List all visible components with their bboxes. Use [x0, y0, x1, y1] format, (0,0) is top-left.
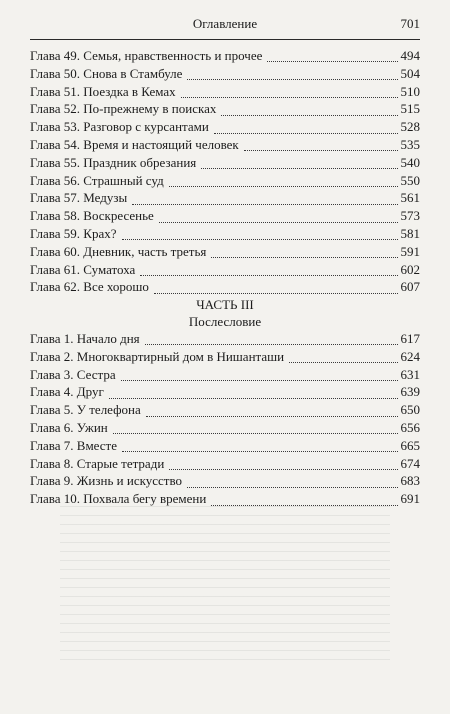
chapter-page-number: 510 — [400, 83, 420, 99]
toc-entry — [30, 154, 420, 172]
toc-entry — [30, 243, 420, 261]
chapter-title: Глава 58. Воскресенье — [30, 208, 154, 224]
chapter-page-number: 674 — [400, 455, 420, 471]
chapter-title: Глава 8. Старые тетради — [30, 455, 165, 471]
toc-entry — [30, 472, 420, 490]
chapter-page-number: 617 — [400, 331, 420, 346]
chapter-page-number: 639 — [400, 384, 420, 400]
dot-leader — [169, 459, 397, 470]
chapter-title: Глава 9. Жизнь и искусство — [30, 473, 182, 489]
dot-leader — [146, 406, 398, 417]
toc-entry — [30, 225, 420, 243]
chapter-title: Глава 10. Похвала бегу времени — [30, 491, 207, 507]
part-heading: ЧАСТЬ III — [196, 297, 254, 312]
chapter-title: Глава 4. Друг — [30, 384, 104, 400]
chapter-page-number: 535 — [400, 136, 420, 152]
header-rule — [30, 39, 420, 40]
toc-entry — [30, 47, 420, 65]
chapter-title: Глава 59. Крах? — [30, 225, 117, 241]
chapter-page-number: 561 — [400, 190, 420, 206]
toc-entry — [30, 207, 420, 225]
chapter-page-number: 581 — [400, 225, 420, 241]
chapter-title: Глава 51. Поездка в Кемах — [30, 83, 176, 99]
toc-entry — [30, 330, 420, 348]
toc-entry — [30, 437, 420, 455]
dot-leader — [187, 477, 398, 488]
page-number: 701 — [400, 16, 420, 31]
toc-entry — [30, 136, 420, 154]
toc-entry — [30, 383, 420, 401]
chapter-page-number: 550 — [400, 172, 420, 188]
toc-entry — [30, 100, 420, 118]
show-through-texture — [60, 500, 390, 660]
toc-entry — [30, 455, 420, 473]
dot-leader — [267, 51, 397, 62]
chapter-title: Глава 56. Страшный суд — [30, 172, 164, 188]
dot-leader — [140, 265, 397, 276]
dot-leader — [169, 176, 398, 187]
dot-leader — [159, 212, 398, 223]
chapter-title: Глава 54. Время и настоящий человек — [30, 136, 239, 152]
chapter-page-number: 656 — [400, 419, 420, 435]
chapter-page-number: 515 — [400, 101, 420, 117]
chapter-page-number: 504 — [400, 65, 420, 81]
toc-entry — [30, 419, 420, 437]
toc-entry — [30, 65, 420, 83]
chapter-page-number: 624 — [400, 348, 420, 364]
toc-entry — [30, 490, 420, 508]
dot-leader — [113, 423, 398, 434]
dot-leader — [289, 352, 397, 363]
chapter-title: Глава 52. По-прежнему в поисках — [30, 101, 217, 117]
chapter-page-number: 573 — [400, 208, 420, 224]
chapter-title: Глава 49. Семья, нравственность и прочее — [30, 48, 263, 63]
chapter-title: Глава 50. Снова в Стамбуле — [30, 65, 183, 81]
dot-leader — [109, 388, 398, 399]
chapter-page-number: 602 — [400, 261, 420, 277]
toc-list-part-two — [30, 47, 420, 296]
chapter-title: Глава 61. Суматоха — [30, 261, 136, 277]
dot-leader — [132, 194, 397, 205]
chapter-title: Глава 6. Ужин — [30, 419, 108, 435]
dot-leader — [122, 441, 398, 452]
chapter-page-number: 494 — [400, 48, 420, 63]
toc-entry — [30, 172, 420, 190]
dot-leader — [211, 495, 397, 506]
toc-list-part-three — [30, 330, 420, 508]
toc-entry — [30, 366, 420, 384]
dot-leader — [214, 123, 398, 134]
running-header — [30, 16, 420, 36]
chapter-page-number: 528 — [400, 119, 420, 135]
toc-entry — [30, 189, 420, 207]
dot-leader — [154, 283, 398, 294]
chapter-title: Глава 60. Дневник, часть третья — [30, 243, 207, 259]
dot-leader — [121, 370, 398, 381]
dot-leader — [211, 247, 397, 258]
dot-leader — [201, 158, 397, 169]
toc-entry — [30, 278, 420, 296]
chapter-page-number: 650 — [400, 402, 420, 418]
chapter-title: Глава 2. Многоквартирный дом в Нишанташи — [30, 348, 285, 364]
dot-leader — [181, 87, 398, 98]
chapter-title: Глава 53. Разговор с курсантами — [30, 119, 209, 135]
chapter-page-number: 607 — [400, 279, 420, 295]
chapter-page-number: 683 — [400, 473, 420, 489]
chapter-page-number: 665 — [400, 437, 420, 453]
chapter-title: Глава 57. Медузы — [30, 190, 128, 206]
dot-leader — [244, 140, 398, 151]
chapter-page-number: 691 — [400, 491, 420, 507]
chapter-title: Глава 62. Все хорошо — [30, 279, 149, 295]
chapter-title: Глава 1. Начало дня — [30, 331, 140, 346]
chapter-title: Глава 55. Праздник обрезания — [30, 154, 197, 170]
chapter-page-number: 540 — [400, 154, 420, 170]
page-title: Оглавление — [192, 16, 258, 31]
dot-leader — [122, 229, 398, 240]
toc-entry — [30, 401, 420, 419]
toc-entry — [30, 348, 420, 366]
part-subtitle: Послесловие — [188, 314, 262, 329]
chapter-page-number: 591 — [400, 243, 420, 259]
dot-leader — [187, 69, 397, 80]
toc-entry — [30, 83, 420, 101]
toc-entry — [30, 118, 420, 136]
chapter-title: Глава 7. Вместе — [30, 437, 117, 453]
chapter-title: Глава 5. У телефона — [30, 402, 141, 418]
chapter-page-number: 631 — [400, 366, 420, 382]
dot-leader — [145, 334, 398, 345]
chapter-title: Глава 3. Сестра — [30, 366, 116, 382]
dot-leader — [221, 105, 397, 116]
toc-entry — [30, 261, 420, 279]
